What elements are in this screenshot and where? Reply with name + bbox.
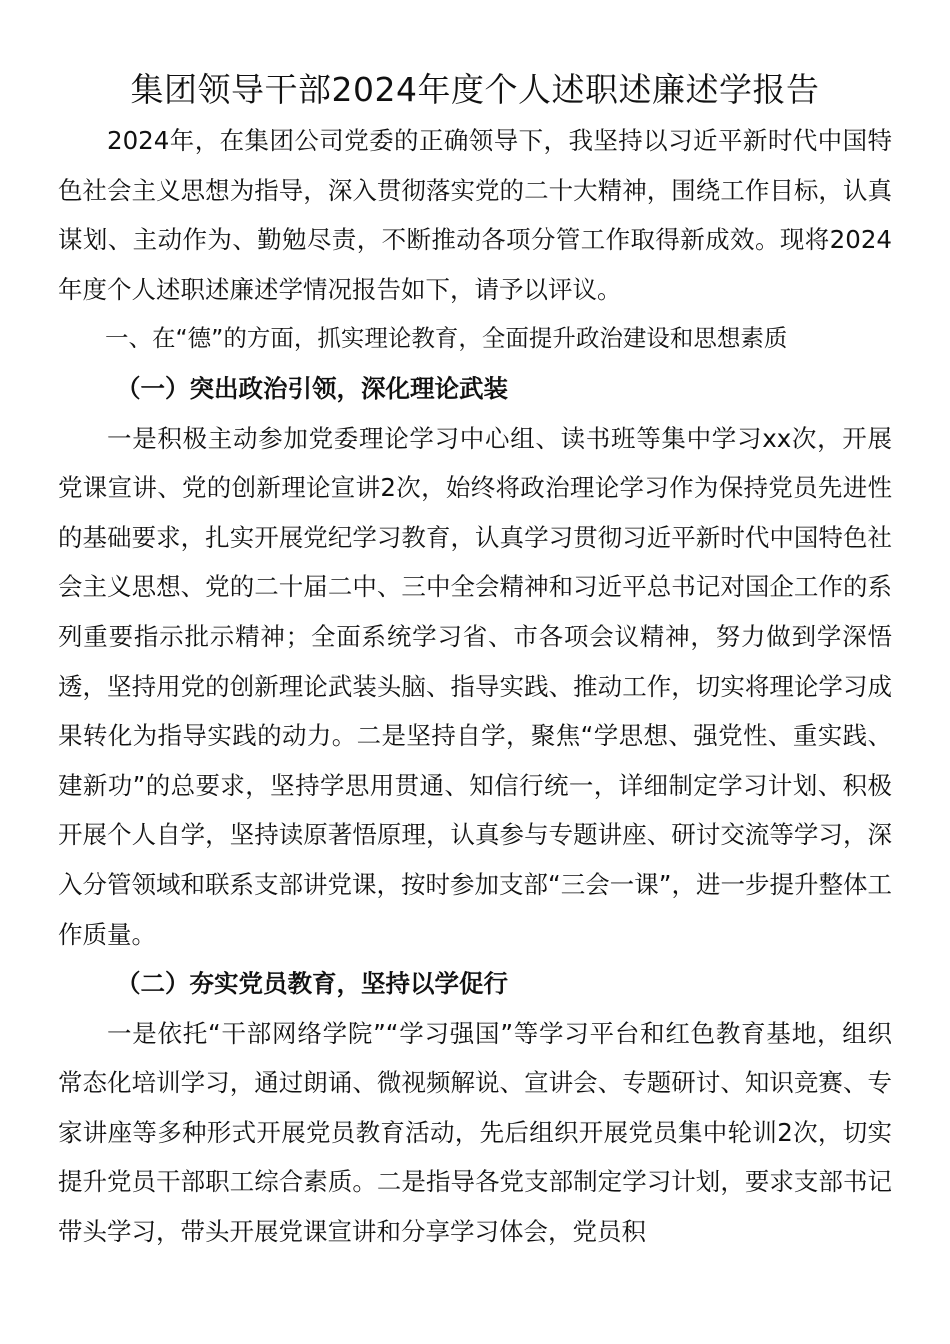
intro-paragraph: 2024年，在集团公司党委的正确领导下，我坚持以习近平新时代中国特色社会主义思想为指导，深入贯彻落实党的二十大精神，围绕工作目标，认真谋划、主动作为、勤勉尽责，不断推动各项分管工作取得新成效。现将2024年度个人述职述廉述学情况报告如下，请予以评议。 xyxy=(58,126,892,304)
subsection-heading-1: （一）突出政治引领，深化理论武装 xyxy=(116,373,508,403)
subsection-2-paragraph: 一是依托“干部网络学院”“学习强国”等学习平台和红色教育基地，组织常态化培训学习，通过朗诵、微视频解说、宣讲会、专题研讨、知识竞赛、专家讲座等多种形式开展党员教育活动，先后组织开展党员集中轮训2次，切实提升党员干部职工综合素质。二是指导各党支部制定学习计划，要求支部书记带头学习，带头开展党课宣讲和分享学习体会，党员积 xyxy=(58,1018,892,1247)
subsection-1-paragraph: 一是积极主动参加党委理论学习中心组、读书班等集中学习xx次，开展党课宣讲、党的创新理论宣讲2次，始终将政治理论学习作为保持党员先进性的基础要求，扎实开展党纪学习教育，认真学习贯彻习近平新时代中国特色社会主义思想、党的二十届二中、三中全会精神和习近平总书记对国企工作的系列重要指示批示精神；全面系统学习省、市各项会议精神，努力做到学深悟透，坚持用党的创新理论武装头脑、指导实践、推动工作，切实将理论学习成果转化为指导实践的动力。二是坚持自学，聚焦“学思想、强党性、重实践、建新功”的总要求，坚持学思用贯通、知信行统一，详细制定学习计划、积极开展个人自学，坚持读原著悟原理，认真参与专题讲座、研讨交流等学习，深入分管领域和联系支部讲党课，按时参加支部“三会一课”，进一步提升整体工作质量。 xyxy=(58,423,892,949)
document-body xyxy=(58,116,892,1257)
section-heading-1: 一、在“德”的方面，抓实理论教育，全面提升政治建设和思想素质 xyxy=(105,324,788,353)
subsection-heading-2: （二）夯实党员教育，坚持以学促行 xyxy=(116,969,508,999)
document-title: 集团领导干部2024年度个人述职述廉述学报告 xyxy=(130,70,820,109)
